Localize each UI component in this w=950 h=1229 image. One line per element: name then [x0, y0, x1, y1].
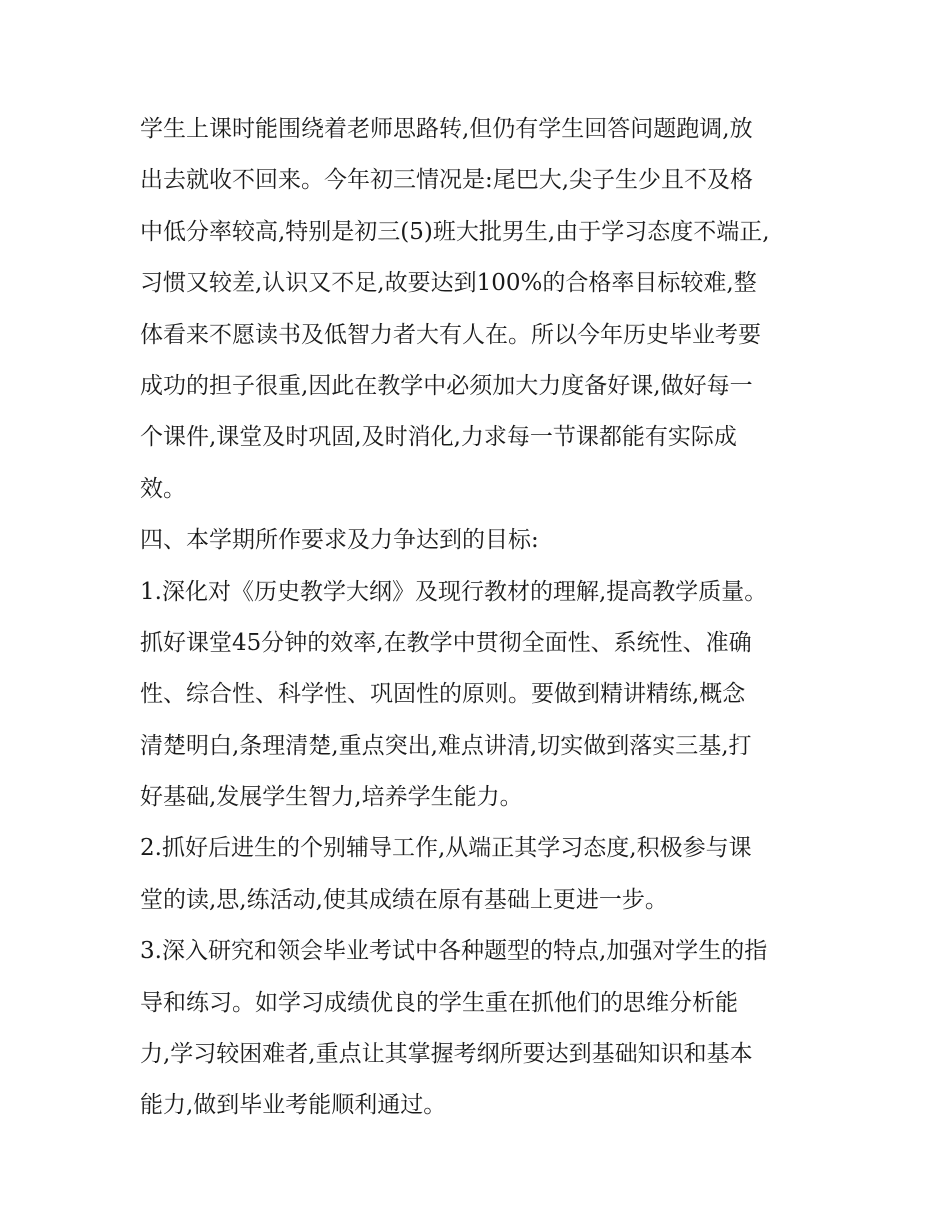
text-line: 习惯又较差,认识又不足,故要达到100%的合格率目标较难,整	[140, 270, 757, 297]
text-line: 抓好课堂45分钟的效率,在教学中贯彻全面性、系统性、准确	[140, 629, 752, 656]
text-line: 个课件,课堂及时巩固,及时消化,力求每一节课都能有实际成	[140, 424, 737, 451]
text-line: 出去就收不回来。今年初三情况是:尾巴大,尖子生少且不及格	[140, 167, 754, 194]
text-line: 堂的读,思,练活动,使其成绩在原有基础上更进一步。	[140, 886, 668, 913]
text-line: 体看来不愿读书及低智力者大有人在。所以今年历史毕业考要	[140, 321, 761, 348]
text-line: 性、综合性、科学性、巩固性的原则。要做到精讲精练,概念	[140, 681, 746, 708]
text-line: 能力,做到毕业考能顺利通过。	[140, 1092, 447, 1119]
text-line: 中低分率较高,特别是初三(5)班大批男生,由于学习态度不端正,	[140, 218, 770, 245]
text-line: 效。	[140, 475, 186, 502]
text-line: 四、本学期所作要求及力争达到的目标:	[140, 527, 539, 554]
text-line: 清楚明白,条理清楚,重点突出,难点讲清,切实做到落实三基,打	[140, 732, 752, 759]
text-line: 2.抓好后进生的个别辅导工作,从端正其学习态度,积极参与课	[140, 835, 752, 862]
text-line: 1.深化对《历史教学大纲》及现行教材的理解,提高教学质量。	[140, 578, 768, 605]
text-line: 成功的担子很重,因此在教学中必须加大力度备好课,做好每一	[140, 372, 753, 399]
document-body	[140, 104, 820, 1132]
text-line: 导和练习。如学习成绩优良的学生重在抓他们的思维分析能	[140, 989, 738, 1016]
text-line: 力,学习较困难者,重点让其掌握考纲所要达到基础知识和基本	[140, 1041, 753, 1068]
text-line: 3.深入研究和领会毕业考试中各种题型的特点,加强对学生的指	[140, 938, 768, 965]
text-line: 学生上课时能围绕着老师思路转,但仍有学生回答问题跑调,放	[140, 116, 753, 142]
text-line: 好基础,发展学生智力,培养学生能力。	[140, 784, 523, 811]
